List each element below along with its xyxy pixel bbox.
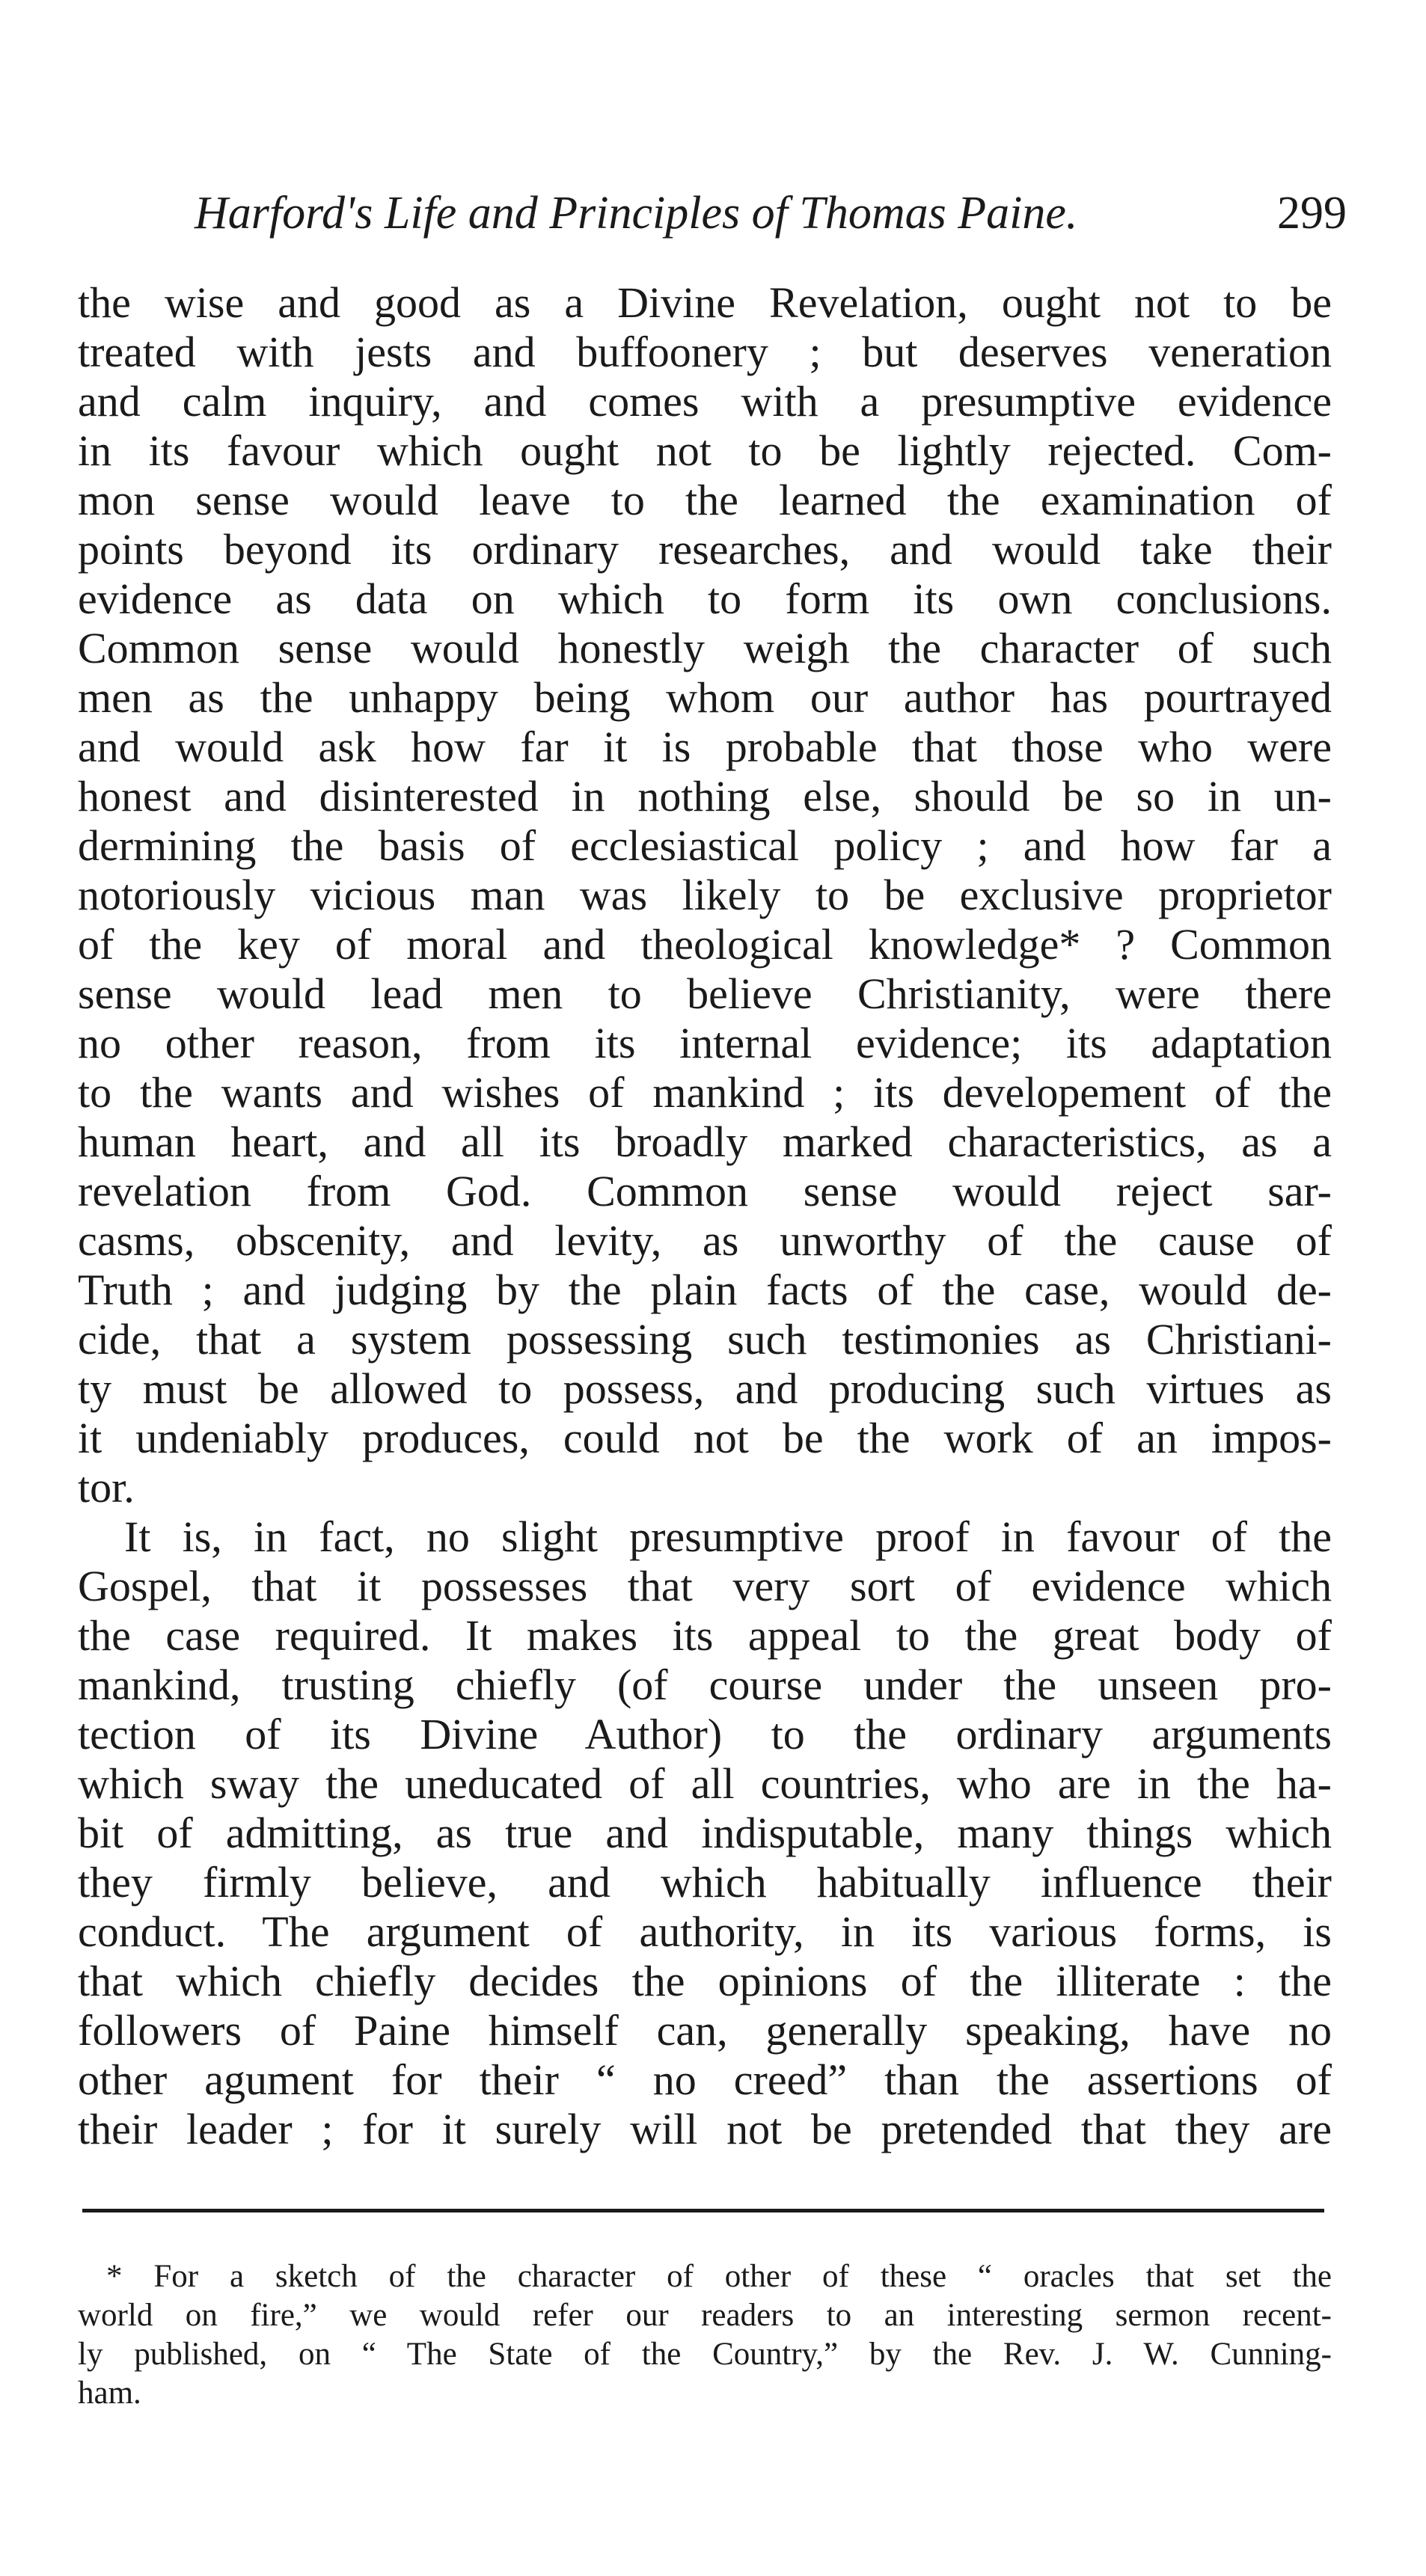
text-line: Truth ; and judging by the plain facts of the case, would de- [78, 1266, 1332, 1314]
text-line: revelation from God. Common sense would reject sar- [78, 1167, 1332, 1215]
text-line: evidence as data on which to form its own conclusions. [78, 574, 1332, 623]
page-number: 299 [1277, 188, 1347, 239]
text-line: it undeniably produces, could not be the work of an impos- [78, 1414, 1332, 1462]
text-line: to the wants and wishes of mankind ; its developement of the [78, 1068, 1332, 1117]
text-line: conduct. The argument of authority, in its various forms, is [78, 1907, 1332, 1956]
footnote-line: ham. [78, 2376, 141, 2411]
text-line: in its favour which ought not to be lightly rejected. Com- [78, 426, 1332, 475]
text-line: that which chiefly decides the opinions of the illiterate : the [78, 1957, 1332, 2005]
text-line: It is, in fact, no slight presumptive proof in favour of the [124, 1512, 1332, 1561]
text-line: sense would lead men to believe Christianity, were there [78, 969, 1332, 1018]
text-line: Gospel, that it possesses that very sort of evidence which [78, 1562, 1332, 1610]
footnote-line: * For a sketch of the character of other of these “ oracles that set the [106, 2259, 1332, 2294]
text-line: men as the unhappy being whom our author has pourtrayed [78, 673, 1332, 722]
text-line: mon sense would leave to the learned the examination of [78, 476, 1332, 524]
text-line: treated with jests and buffoonery ; but deserves veneration [78, 328, 1332, 376]
footnote-rule [82, 2209, 1324, 2212]
text-line: other agument for their “ no creed” than the assertions of [78, 2055, 1332, 2104]
text-line: dermining the basis of ecclesiastical policy ; and how far a [78, 821, 1332, 870]
text-line: and calm inquiry, and comes with a presumptive evidence [78, 377, 1332, 426]
text-line: casms, obscenity, and levity, as unworthy of the cause of [78, 1216, 1332, 1265]
text-line: of the key of moral and theological knowledge* ? Common [78, 920, 1332, 969]
text-line: points beyond its ordinary researches, and would take their [78, 525, 1332, 574]
running-head [195, 180, 1347, 247]
text-line: the case required. It makes its appeal to the great body of [78, 1611, 1332, 1660]
text-line: Common sense would honestly weigh the character of such [78, 624, 1332, 672]
text-line: honest and disinterested in nothing else, should be so in un- [78, 772, 1332, 821]
text-line: ty must be allowed to possess, and producing such virtues as [78, 1364, 1332, 1413]
text-line: the wise and good as a Divine Revelation, ought not to be [78, 278, 1332, 327]
text-line: tor. [78, 1463, 135, 1512]
text-line: tection of its Divine Author) to the ordinary arguments [78, 1710, 1332, 1758]
footnote-line: world on fire,” we would refer our readers to an interesting sermon recent- [78, 2298, 1332, 2333]
text-line: they firmly believe, and which habitually influence their [78, 1858, 1332, 1907]
text-line: cide, that a system possessing such testimonies as Christiani- [78, 1315, 1332, 1364]
text-line: mankind, trusting chiefly (of course under the unseen pro- [78, 1660, 1332, 1709]
text-line: bit of admitting, as true and indisputable, many things which [78, 1809, 1332, 1857]
text-line: notoriously vicious man was likely to be exclusive proprietor [78, 871, 1332, 919]
footnote-line: ly published, on “ The State of the Country,” by the Rev. J. W. Cunning- [78, 2337, 1332, 2372]
text-line: which sway the uneducated of all countries, who are in the ha- [78, 1759, 1332, 1808]
text-line: followers of Paine himself can, generally speaking, have no [78, 2006, 1332, 2055]
text-line: and would ask how far it is probable that those who were [78, 723, 1332, 771]
running-title: Harford's Life and Principles of Thomas Paine. [195, 188, 1078, 239]
footnote [78, 2257, 1332, 2413]
text-line: their leader ; for it surely will not be pretended that they are [78, 2105, 1332, 2153]
text-line: no other reason, from its internal evidence; its adaptation [78, 1019, 1332, 1067]
text-line: human heart, and all its broadly marked characteristics, as a [78, 1117, 1332, 1166]
body-text [78, 278, 1332, 2154]
